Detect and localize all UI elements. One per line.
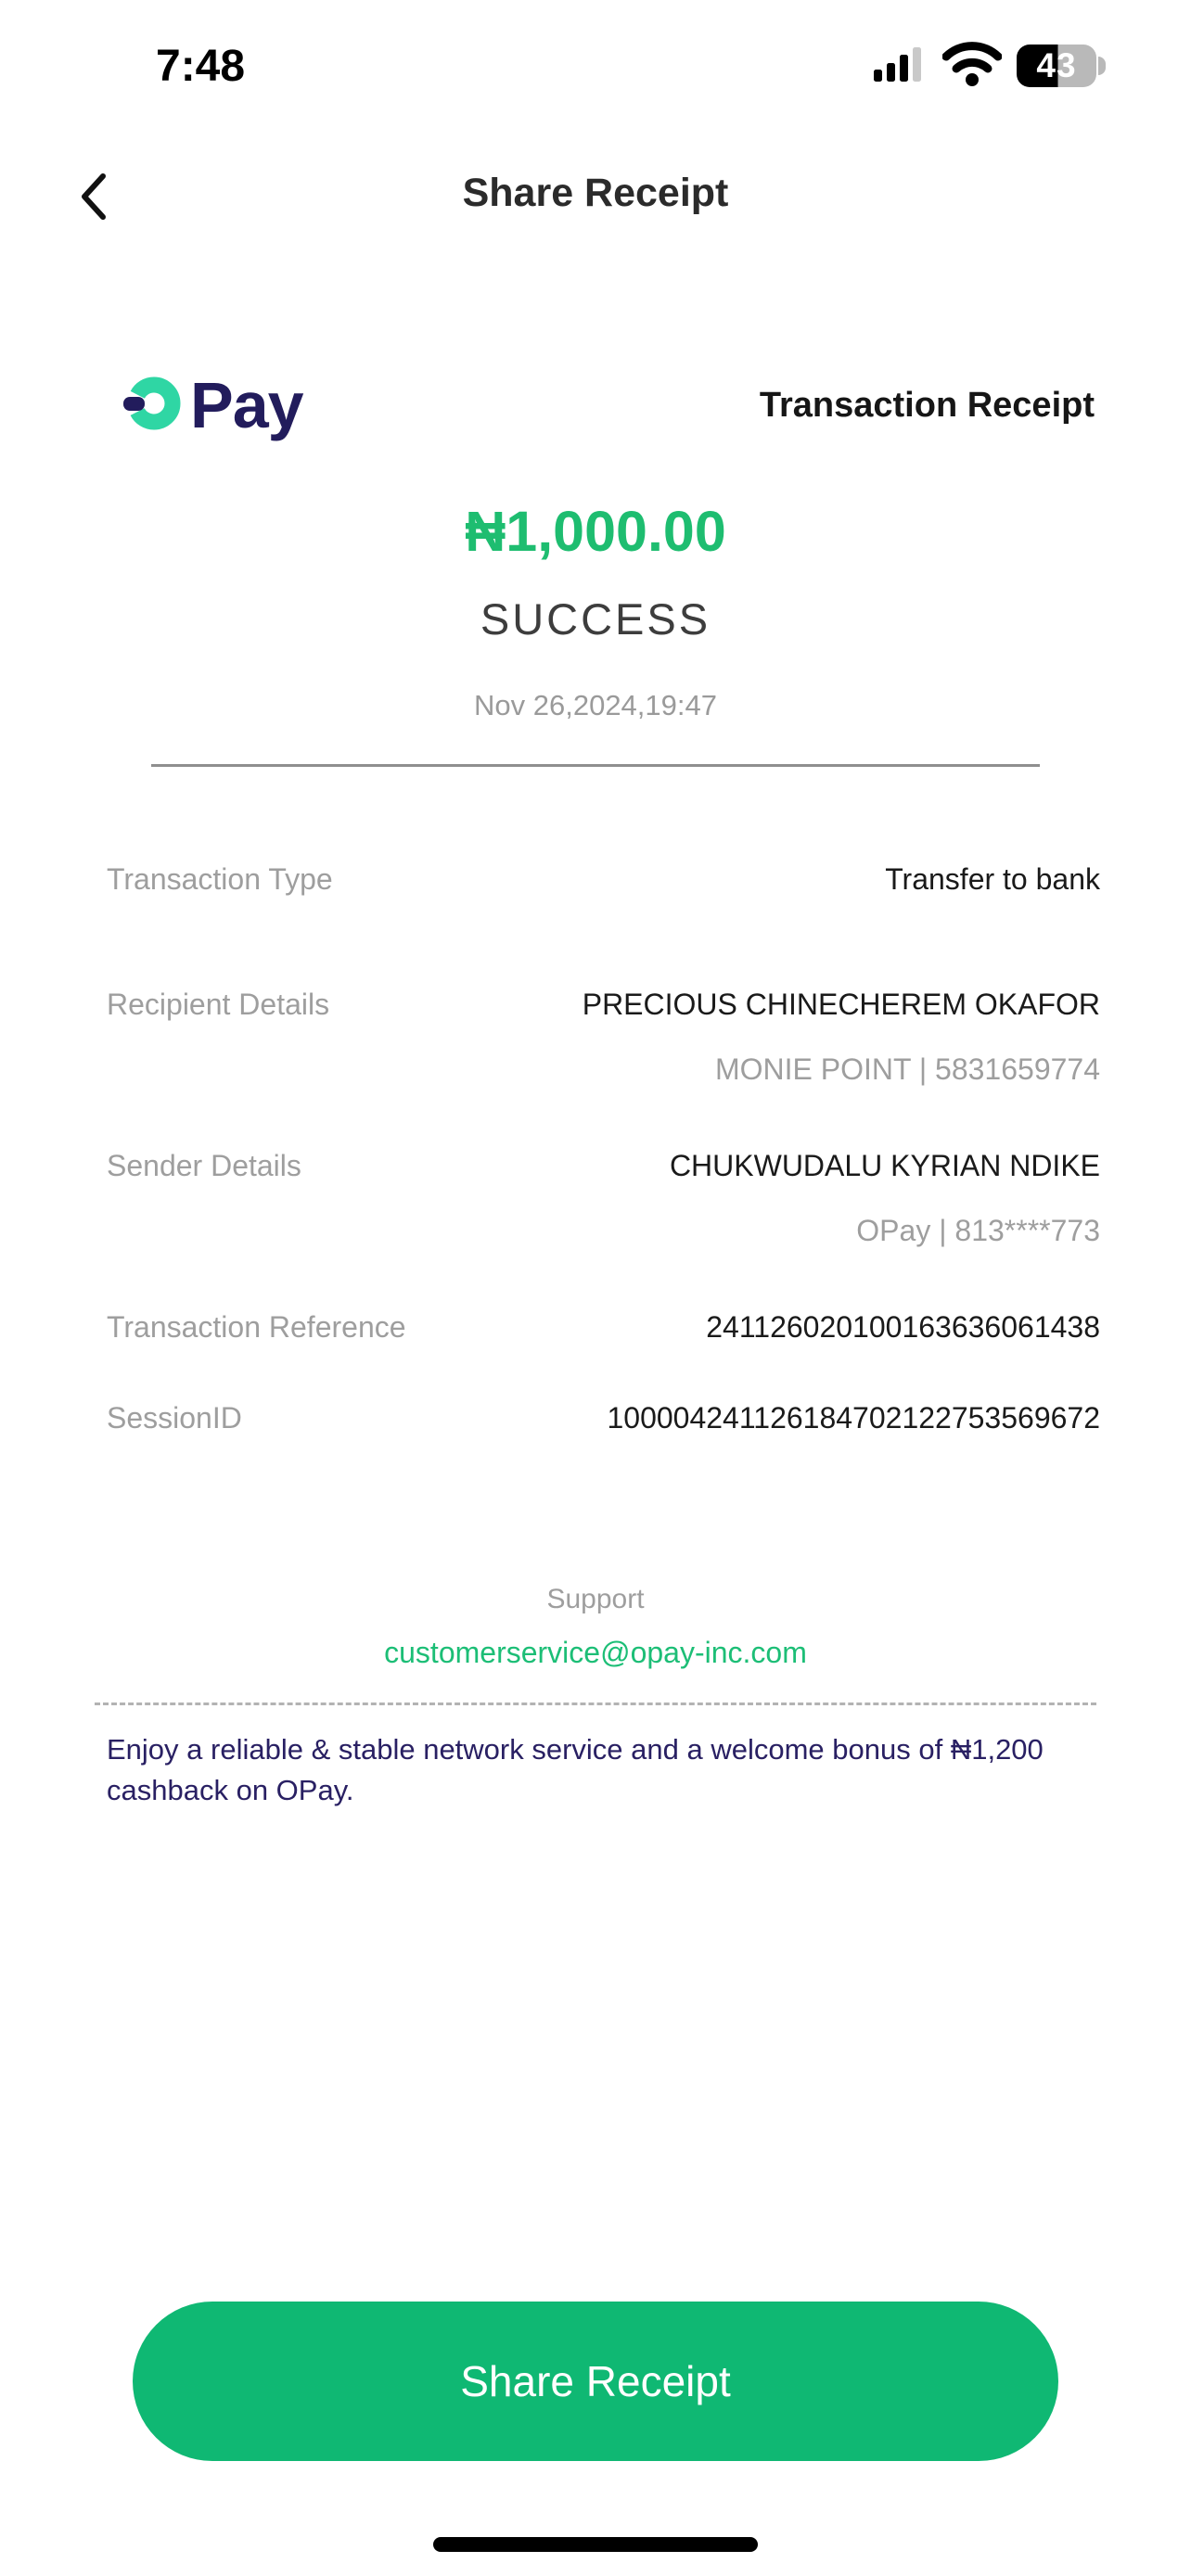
dashed-divider: [95, 1702, 1096, 1705]
row-label: Transaction Type: [107, 862, 333, 896]
chevron-left-icon: [78, 172, 109, 224]
back-button[interactable]: [78, 172, 134, 223]
promo-text: Enjoy a reliable & stable network service and a welcome bonus of ₦1,200 cashback on OPay.: [107, 1733, 1044, 1806]
row-transaction-type: [107, 861, 1100, 897]
row-label: Sender Details: [107, 1149, 301, 1182]
row-label: Transaction Reference: [107, 1310, 406, 1344]
row-session-id: [107, 1400, 1100, 1435]
opay-ring-icon: [123, 357, 185, 454]
row-value: Transfer to bank: [885, 862, 1100, 896]
row-sender-details: [107, 1148, 1100, 1248]
row-value: PRECIOUS CHINECHEREM OKAFOR: [582, 988, 1100, 1021]
receipt-title: Transaction Receipt: [759, 385, 1095, 425]
status-time: 7:48: [156, 41, 246, 91]
row-value: 241126020100163636061438: [706, 1310, 1100, 1344]
row-subvalue: MONIE POINT | 5831659774: [714, 1052, 1100, 1086]
brand-row: [0, 359, 1191, 452]
row-transaction-reference: [107, 1309, 1100, 1345]
row-subvalue: OPay | 813****773: [856, 1214, 1100, 1247]
home-indicator[interactable]: [433, 2537, 758, 2552]
row-recipient-details: [107, 987, 1100, 1087]
opay-logo-word: Pay: [190, 369, 303, 441]
nav-bar: [0, 171, 1191, 224]
section-divider: [151, 764, 1040, 767]
support-label: Support: [546, 1584, 645, 1614]
status-icons: [874, 42, 1106, 91]
opay-logo: [123, 357, 303, 454]
transaction-details: [0, 861, 1191, 1435]
row-value: CHUKWUDALU KYRIAN NDIKE: [669, 1149, 1100, 1182]
row-value: 100004241126184702122753569672: [607, 1401, 1100, 1435]
row-label: SessionID: [107, 1401, 242, 1435]
cellular-signal-icon: [874, 45, 928, 87]
transaction-status: SUCCESS: [480, 594, 711, 644]
share-receipt-button[interactable]: Share Receipt: [133, 2302, 1058, 2461]
wifi-icon: [942, 42, 1002, 91]
support-email-link[interactable]: customerservice@opay-inc.com: [384, 1636, 807, 1669]
row-label: Recipient Details: [107, 988, 330, 1021]
battery-percent-text: 43: [1036, 46, 1077, 84]
transaction-datetime: Nov 26,2024,19:47: [474, 689, 717, 721]
status-bar: [0, 0, 1191, 93]
battery-icon: [1017, 45, 1106, 87]
page-title: Share Receipt: [462, 171, 729, 215]
battery-tip: [1098, 57, 1106, 75]
transaction-amount: ₦1,000.00: [465, 500, 726, 563]
battery-level: [1017, 45, 1096, 87]
